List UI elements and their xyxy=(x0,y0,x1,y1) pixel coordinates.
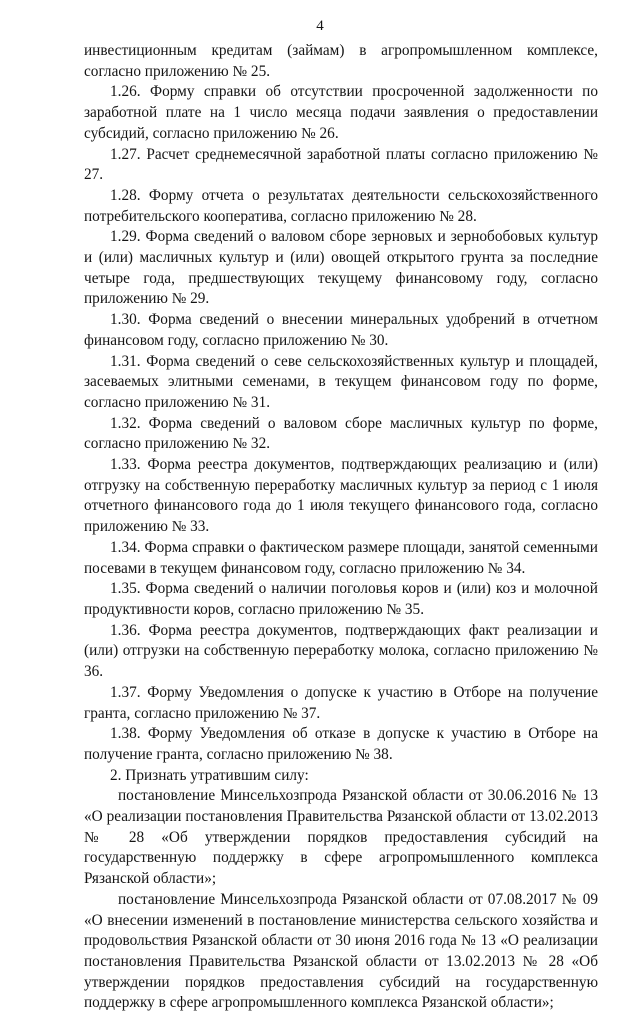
paragraph-1-27: 1.27. Расчет среднемесячной заработной платы согласно приложению № 27. xyxy=(84,145,598,184)
paragraph-1-26: 1.26. Форму справки об отсутствии просроченной задолженности по заработной плате на 1 число месяца подачи заявления о предоставлении субсидий, согласно приложению № 26. xyxy=(84,83,598,142)
paragraph-1-25-continuation: инвестиционным кредитам (займам) в агропромышленном комплексе, согласно приложению № 25. xyxy=(84,42,598,80)
paragraph-1-30: 1.30. Форма сведений о внесении минеральных удобрений в отчетном финансовом году, согласно приложению № 30. xyxy=(84,311,598,349)
paragraph-1-38: 1.38. Форму Уведомления об отказе в допуске к участию в Отборе на получение гранта, согласно приложению № 38. xyxy=(84,725,598,763)
document-body xyxy=(84,41,598,1014)
paragraph-1-36: 1.36. Форма реестра документов, подтверждающих факт реализации и (или) отгрузки на собственную переработку молока, согласно приложению № 36. xyxy=(84,621,598,681)
paragraph-repeal-2016: постановление Минсельхозпрода Рязанской области от 30.06.2016 № 13 «О реализации постановления Правительства Рязанской области от 13.02.2013 № 28 «Об утверждении порядков предоставления субсидий на государственную поддержку в сфере агропромышленного комплекса Рязанской области»; xyxy=(84,787,598,888)
paragraph-1-34: 1.34. Форма справки о фактическом размере площади, занятой семенными посевами в текущем финансовом году, согласно приложению № 34. xyxy=(84,538,598,577)
paragraph-repeal-2017: постановление Минсельхозпрода Рязанской области от 07.08.2017 № 09 «О внесении изменений в постановление министерства сельского хозяйства и продовольствия Рязанской области от 30 июня 2016 года № 13 «О реализации постановления Правительства Рязанской области от 13.02.2013 № 28 «Об утверждении порядков предоставления субсидий на государственную поддержку в сфере агропромышленного комплекса Рязанской области»; xyxy=(84,890,598,1012)
page-number: 4 xyxy=(316,18,324,34)
paragraph-1-33: 1.33. Форма реестра документов, подтверждающих реализацию и (или) отгрузку на собственную переработку масличных культур за период с 1 июля отчетного финансового года до 1 июля текущего финансового года, согласно приложению № 33. xyxy=(84,456,598,536)
paragraph-2: 2. Признать утратившим силу: xyxy=(110,766,309,784)
paragraph-1-29: 1.29. Форма сведений о валовом сборе зерновых и зернобобовых культур и (или) масличных культур и (или) овощей открытого грунта за последние четыре года, предшествующих текущему финансовому году, согласно приложению № 29. xyxy=(84,228,598,308)
paragraph-1-37: 1.37. Форму Уведомления о допуске к участию в Отборе на получение гранта, согласно приложению № 37. xyxy=(84,683,598,722)
paragraph-1-28: 1.28. Форму отчета о результатах деятельности сельскохозяйственного потребительского кооператива, согласно приложению № 28. xyxy=(84,186,598,225)
paragraph-1-32: 1.32. Форма сведений о валовом сборе масличных культур по форме, согласно приложению № 32. xyxy=(84,414,598,453)
paragraph-1-31: 1.31. Форма сведений о севе сельскохозяйственных культур и площадей, засеваемых элитными семенами, в текущем финансовом году по форме, согласно приложению № 31. xyxy=(84,352,598,411)
paragraph-1-35: 1.35. Форма сведений о наличии поголовья коров и (или) коз и молочной продуктивности коров, согласно приложению № 35. xyxy=(84,580,598,618)
